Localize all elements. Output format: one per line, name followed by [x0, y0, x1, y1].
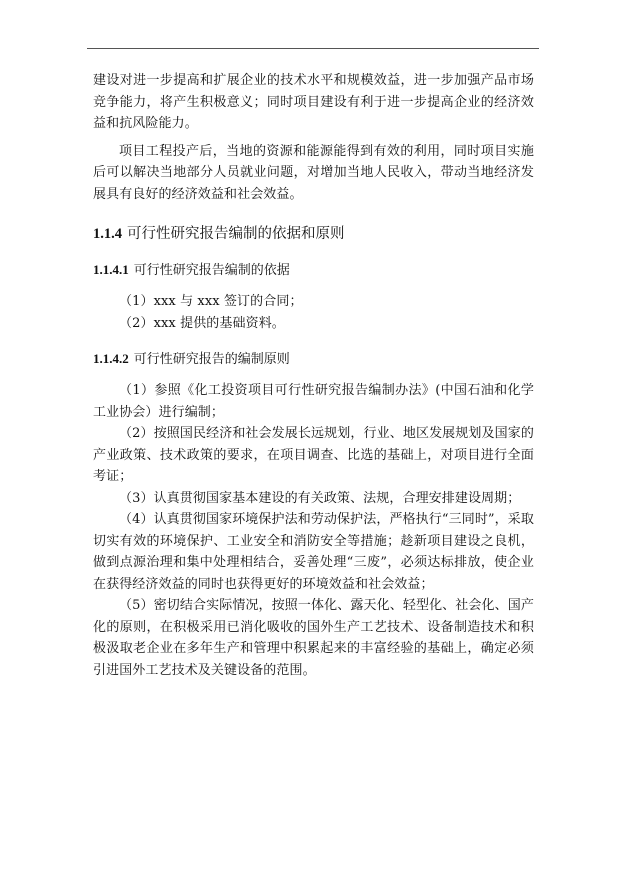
principles-list [93, 380, 534, 681]
section-number: 1.1.4 [93, 226, 122, 242]
subsection-1-number: 1.1.4.1 [93, 262, 129, 277]
list-item: （2）xxx 提供的基础资料。 [119, 315, 285, 331]
list-item: （1）xxx 与 xxx 签订的合同； [119, 294, 303, 309]
header-rule [87, 48, 539, 49]
list-item: （2）按照国民经济和社会发展长远规划，行业、地区发展规划及国家的产业政策、技术政策的要求，在项目调查、比选的基础上，对项目进行全面考证； [93, 426, 534, 484]
list-item: （1）参照《化工投资项目可行性研究报告编制办法》(中国石油和化学工业协会）进行编制； [93, 383, 534, 420]
list-item: （4）认真贯彻国家环境保护法和劳动保护法，严格执行“三同时”，采取切实有效的环境保护、工业安全和消防安全等措施；趁新项目建设之良机，做到点源治理和集中处理相结合，妥善处理“三废”，必须达标排放，使企业在获得经济效益的同时也获得更好的环境效益和社会效益； [93, 512, 534, 592]
subsection-2-heading [93, 348, 534, 370]
document-body [93, 70, 534, 681]
subsection-2-number: 1.1.4.2 [93, 351, 129, 366]
list-item: （5）密切结合实际情况，按照一体化、露天化、轻型化、社会化、国产化的原则，在积极采用已消化吸收的国外生产工艺技术、设备制造技术和积极汲取老企业在多年生产和管理中积累起来的丰富经验的基础上，确定必须引进国外工艺技术及关键设备的范围。 [93, 598, 534, 678]
section-heading [93, 223, 534, 245]
intro-paragraph-2: 项目工程投产后，当地的资源和能源能得到有效的利用，同时项目实施后可以解决当地部分人员就业问题，对增加当地人民收入，带动当地经济发展具有良好的经济效益和社会效益。 [93, 143, 534, 202]
subsection-1-title: 可行性研究报告编制的依据 [133, 263, 290, 278]
section-title: 可行性研究报告编制的依据和原则 [127, 226, 345, 242]
intro-paragraph-1: 建设对进一步提高和扩展企业的技术水平和规模效益，进一步加强产品市场竞争能力，将产生积极意义；同时项目建设有利于进一步提高企业的经济效益和抗风险能力。 [93, 73, 534, 131]
list-item: （3）认真贯彻国家基本建设的有关政策、法规，合理安排建设周期； [119, 490, 521, 506]
basis-list [93, 291, 534, 334]
subsection-2-title: 可行性研究报告的编制原则 [133, 352, 290, 367]
subsection-1-heading [93, 259, 534, 281]
